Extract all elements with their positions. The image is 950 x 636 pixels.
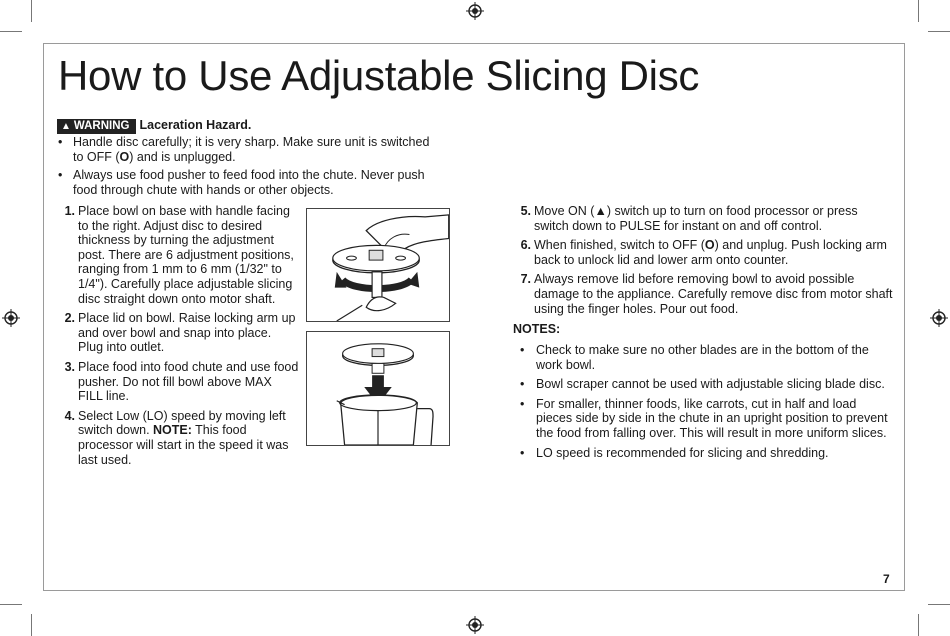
warning-line xyxy=(57,118,251,134)
warning-badge xyxy=(57,119,136,134)
off-circle-icon: O xyxy=(704,238,715,253)
disc-on-bowl-illustration xyxy=(306,331,450,446)
step-item: 5. Move ON (▲) switch up to turn on food processor or press switch down to PULSE for instant on and off control. xyxy=(520,204,858,233)
step-item: 3. Place food into food chute and use food pusher. Do not fill bowl above MAX FILL line. xyxy=(64,359,299,404)
step-item: 1. Place bowl on base with handle facing to the right. Adjust disc to desired thickness by turning the adjustment post. There are 6 adjustment positions, ranging from 1 mm to 6 mm (1/32" to 1/4"). Carefully place adjustable slicing disc straight down onto motor shaft. xyxy=(64,204,294,306)
steps-right xyxy=(513,204,893,321)
crop-mark xyxy=(928,31,950,32)
list-item: • Check to make sure no other blades are in the bottom of the work bowl. xyxy=(518,343,893,372)
notes-list xyxy=(518,343,893,465)
crop-mark xyxy=(0,604,22,605)
list-item: • Bowl scraper cannot be used with adjustable slicing blade disc. xyxy=(518,377,893,392)
registration-mark-icon xyxy=(930,309,948,327)
crop-mark xyxy=(918,614,919,636)
step-item: 7. Always remove lid before removing bowl to avoid possible damage to the appliance. Carefully remove disc from motor shaft using the finger holes. Pour out food. xyxy=(520,272,893,316)
list-item: • Always use food pusher to feed food into the chute. Never push food through chute with hands or other objects. xyxy=(57,168,437,197)
registration-mark-icon xyxy=(2,309,20,327)
disc-adjust-illustration xyxy=(306,208,450,322)
warning-badge-label: WARNING xyxy=(73,120,130,132)
step-item: 4. Select Low (LO) speed by moving left switch down. NOTE: This food processor will start in the speed it was last used. xyxy=(64,408,289,467)
warning-hazard: Laceration Hazard. xyxy=(139,118,252,132)
registration-mark-icon xyxy=(466,616,484,634)
warning-triangle-icon: ▲ xyxy=(61,121,71,132)
page-title: How to Use Adjustable Slicing Disc xyxy=(58,52,700,99)
crop-mark xyxy=(31,0,32,22)
crop-mark xyxy=(0,31,22,32)
step-item: 2. Place lid on bowl. Raise locking arm up and over bowl and snap into place. Plug into outlet. xyxy=(64,311,296,355)
registration-mark-icon xyxy=(466,2,484,20)
notes-heading: NOTES: xyxy=(513,322,561,336)
crop-mark xyxy=(928,604,950,605)
off-circle-icon: O xyxy=(119,149,130,164)
list-item: • LO speed is recommended for slicing and shredding. xyxy=(518,446,893,461)
step-item: 6. When finished, switch to OFF (O) and unplug. Push locking arm back to unlock lid and lower arm onto counter. xyxy=(520,238,887,267)
page-number: 7 xyxy=(883,572,890,586)
warning-bullets xyxy=(57,135,437,201)
list-item: • For smaller, thinner foods, like carrots, cut in half and load pieces side by side in the chute in an upright position to prevent the food from falling over. This will result in more uniform slices. xyxy=(518,397,893,441)
on-triangle-icon: ▲ xyxy=(594,204,607,218)
list-item: • Handle disc carefully; it is very sharp. Make sure unit is switched to OFF (O) and is unplugged. xyxy=(57,135,437,164)
crop-mark xyxy=(918,0,919,22)
crop-mark xyxy=(31,614,32,636)
steps-left xyxy=(57,204,299,472)
